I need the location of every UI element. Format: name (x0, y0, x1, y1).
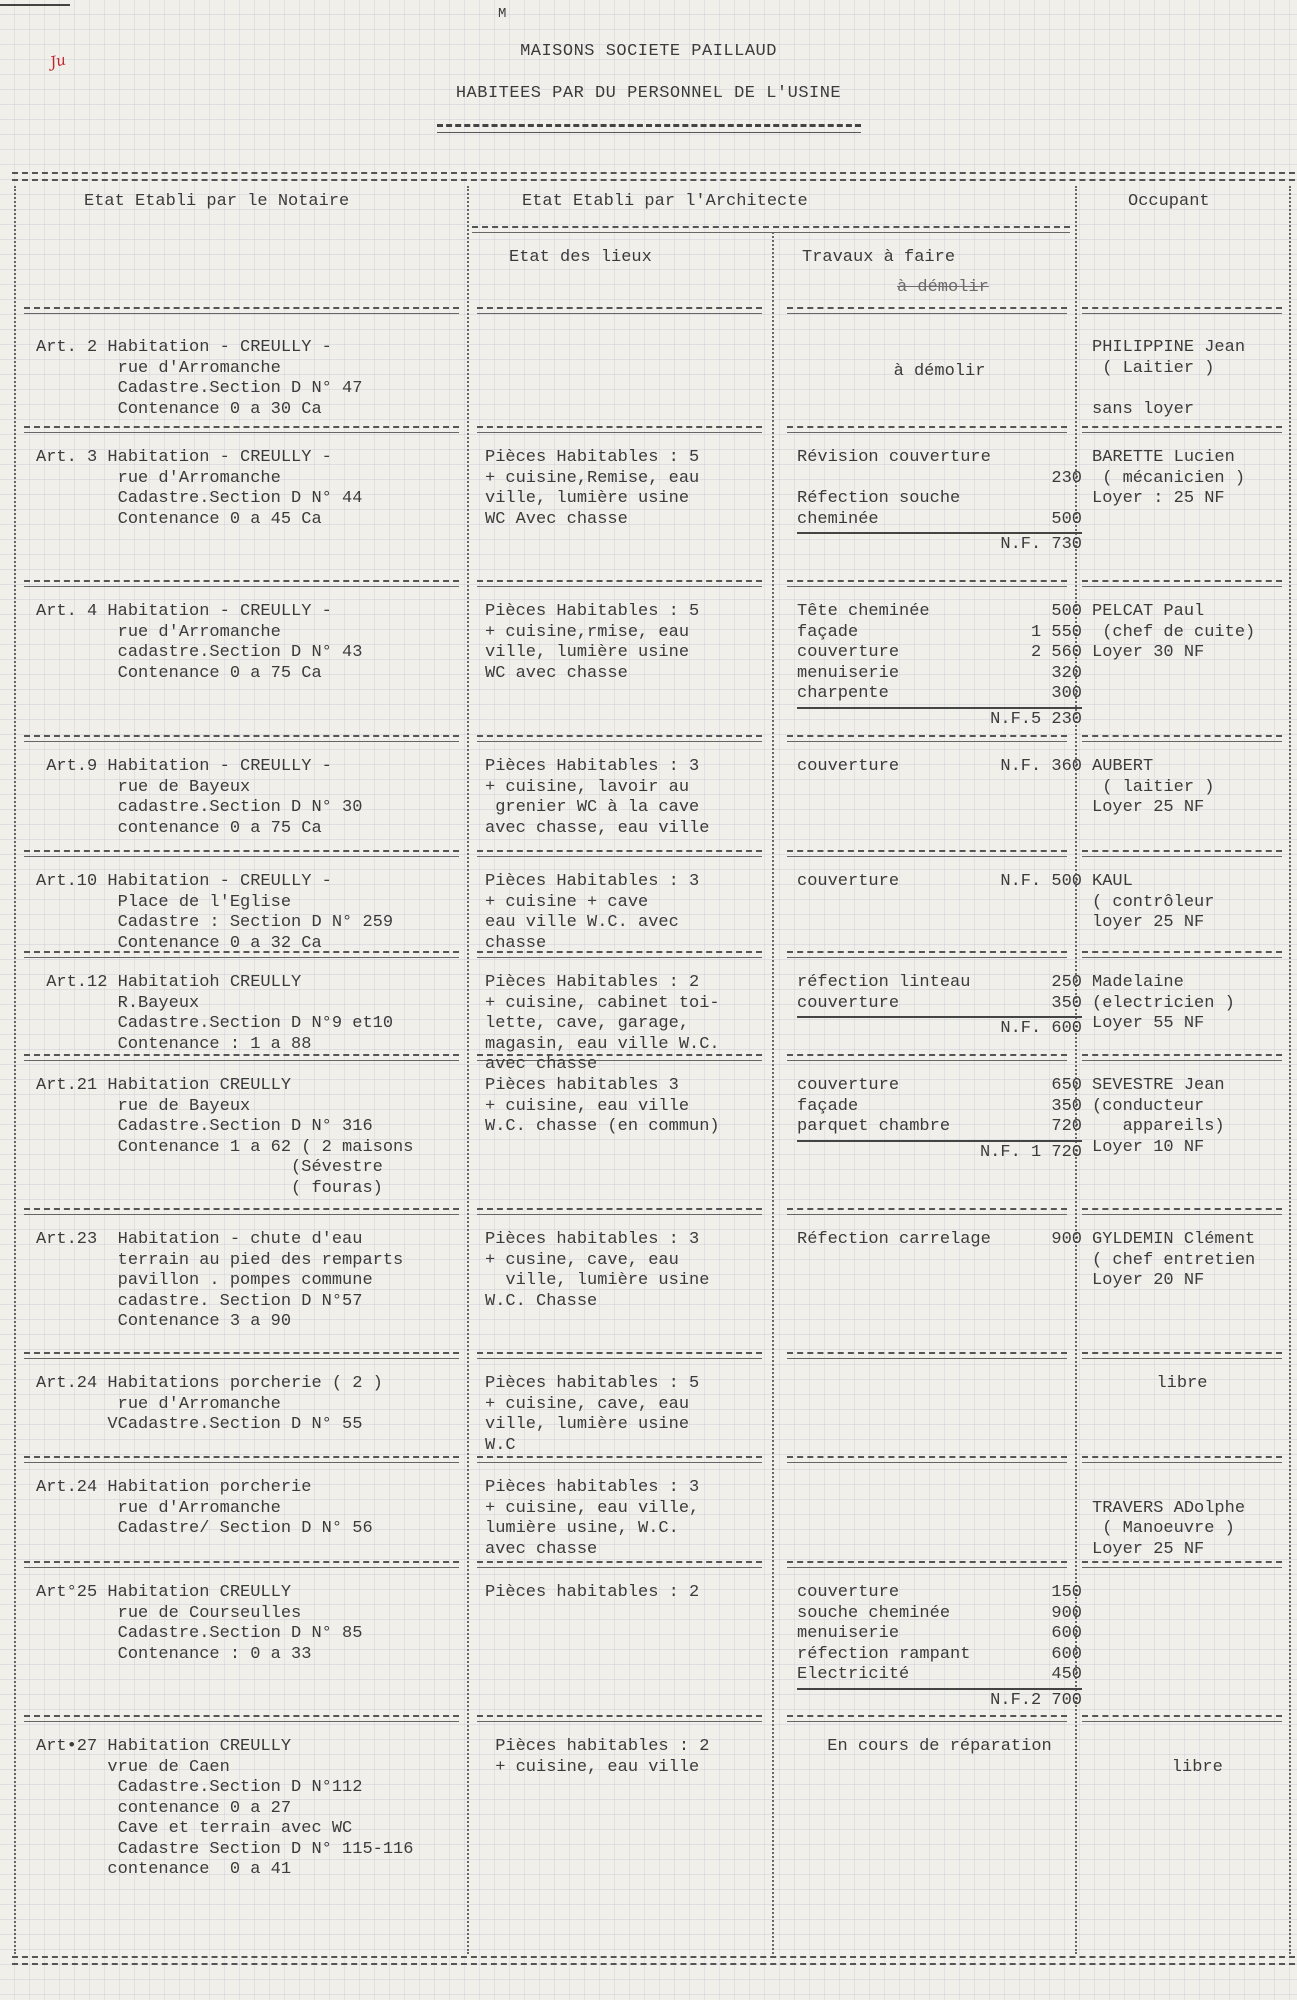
cell-etat-des-lieux: Pièces habitables : 2 + cuisine, eau ville (495, 1737, 710, 1777)
travaux-label: menuiserie (797, 663, 900, 683)
travaux-label: réfection rampant (797, 1644, 971, 1664)
row-separator (787, 735, 1067, 742)
travaux-amount: 600 (1051, 1624, 1082, 1643)
travaux-amount: 720 (1051, 1117, 1082, 1136)
cell-etat-des-lieux: Pièces Habitables : 3 + cuisine, lavoir au grenier WC à la cave avec chasse, eau ville (485, 757, 710, 838)
header-occupant: Occupant (1128, 192, 1210, 211)
cell-travaux (797, 1737, 1087, 1758)
travaux-line (797, 1624, 1082, 1645)
travaux-line (797, 973, 1082, 994)
travaux-line (797, 664, 1082, 685)
row-separator (787, 426, 1067, 433)
travaux-line (797, 1117, 1082, 1138)
row-separator (24, 735, 459, 742)
travaux-amount: 300 (1051, 684, 1082, 703)
row-separator (1082, 951, 1282, 958)
row-separator (477, 426, 762, 433)
properties-table (12, 172, 1295, 1962)
row-separator (1082, 1715, 1282, 1722)
row-separator (477, 850, 762, 857)
travaux-amount: 600 (1051, 1644, 1082, 1664)
travaux-amount: N.F. 500 (1000, 872, 1082, 891)
travaux-line (797, 1604, 1082, 1625)
row-separator (24, 1352, 459, 1359)
row-separator (787, 1208, 1067, 1215)
handwritten-margin-mark: Ju (48, 50, 68, 72)
travaux-line (797, 1645, 1082, 1666)
cell-notaire: Art.10 Habitation - CREULLY - Place de l'Eglise Cadastre : Section D N° 259 Contenance 0 a 32 Ca (36, 872, 394, 953)
cell-notaire: Art.12 Habitatioh CREULLY R.Bayeux Cadastre.Section D N°9 et10 Contenance : 1 a 88 (46, 973, 394, 1054)
row-separator (24, 1208, 459, 1215)
row-separator (1082, 735, 1282, 742)
cell-notaire: Art.24 Habitations porcherie ( 2 ) rue d'Arromanche VCadastre.Section D N° 55 (36, 1374, 383, 1434)
page-number: M (498, 6, 507, 22)
architecte-subrule (472, 226, 1070, 233)
cell-etat-des-lieux: Pièces Habitables : 2 + cuisine, cabinet toi- lette, cave, garage, magasin, eau ville W.C. avec chasse (485, 973, 720, 1074)
travaux-line (797, 469, 1082, 490)
cell-travaux (797, 1230, 1087, 1251)
travaux-label: couverture (797, 757, 900, 776)
row-separator (1082, 850, 1282, 857)
travaux-note: En cours de réparation (827, 1737, 1052, 1756)
cell-travaux (797, 602, 1087, 730)
travaux-amount: 650 (1051, 1076, 1082, 1095)
travaux-amount: 350 (1051, 1096, 1082, 1116)
title-underline-2 (437, 132, 861, 133)
row-separator (477, 1208, 762, 1215)
row-separator (1082, 1352, 1282, 1359)
travaux-label: parquet chambre (797, 1117, 951, 1136)
row-separator (787, 1715, 1067, 1722)
cell-occupant: TRAVERS ADolphe ( Manoeuvre ) Loyer 25 NF (1092, 1498, 1246, 1559)
travaux-line (797, 1583, 1082, 1604)
cell-occupant: PELCAT Paul (chef de cuite) Loyer 30 NF (1092, 602, 1256, 662)
row-separator (787, 1456, 1067, 1463)
cell-notaire: Art°25 Habitation CREULLY rue de Courseulles Cadastre.Section D N° 85 Contenance : 0 a 33 (36, 1583, 363, 1664)
row-separator (477, 1715, 762, 1722)
travaux-label: cheminée (797, 509, 879, 529)
travaux-line (797, 994, 1082, 1015)
cell-occupant: BARETTE Lucien ( mécanicien ) Loyer : 25 NF (1092, 448, 1246, 508)
travaux-label: couverture (797, 993, 900, 1013)
cell-etat-des-lieux: Pièces habitables : 3 + cuisine, eau ville, lumière usine, W.C. avec chasse (485, 1478, 700, 1559)
travaux-line (797, 872, 1082, 893)
header-architecte: Etat Etabli par l'Architecte (522, 192, 808, 211)
travaux-amount: 2 560 (1030, 643, 1082, 662)
travaux-amount: 350 (1051, 993, 1082, 1013)
travaux-label: couverture (797, 643, 900, 662)
document-subtitle: HABITEES PAR DU PERSONNEL DE L'USINE (455, 84, 842, 103)
cell-notaire: Art. 4 Habitation - CREULLY - rue d'Arromanche cadastre.Section D N° 43 Contenance 0 a 75 Ca (36, 602, 363, 683)
travaux-line (797, 643, 1082, 664)
corner-mark (0, 4, 70, 6)
row-separator (24, 426, 459, 433)
travaux-amount: N.F. 360 (1000, 757, 1082, 776)
travaux-label: Tête cheminée (797, 602, 930, 621)
travaux-label: Réfection carrelage (797, 1230, 991, 1249)
travaux-amount: 900 (1051, 1230, 1082, 1249)
cell-notaire: Art. 2 Habitation - CREULLY - rue d'Arromanche Cadastre.Section D N° 47 Contenance 0 a 30 Ca (36, 338, 363, 419)
row-separator (477, 1352, 762, 1359)
header-rule-travaux (787, 307, 1067, 314)
title-underline (437, 124, 861, 127)
travaux-amount: 250 (1051, 973, 1082, 992)
header-rule-notaire (24, 307, 459, 314)
travaux-label: Révision couverture (797, 448, 991, 467)
cell-etat-des-lieux: Pièces habitables : 3 + cusine, cave, eau ville, lumière usine W.C. Chasse (485, 1230, 710, 1311)
cell-notaire: Art.24 Habitation porcherie rue d'Arromanche Cadastre/ Section D N° 56 (36, 1478, 373, 1538)
header-travaux: Travaux à faire (802, 248, 956, 267)
travaux-line (797, 684, 1082, 705)
header-notaire: Etat Etabli par le Notaire (84, 192, 350, 211)
header-rule-lieux (477, 307, 762, 314)
travaux-line (797, 1230, 1082, 1251)
cell-occupant: SEVESTRE Jean (conducteur appareils) Loyer 10 NF (1092, 1076, 1225, 1157)
row-separator (24, 1054, 459, 1061)
table-bottom-border (12, 1956, 1295, 1965)
row-separator (24, 580, 459, 587)
cell-occupant: libre (1156, 1374, 1208, 1393)
header-rule-occupant (1082, 307, 1282, 314)
travaux-label: menuiserie (797, 1624, 900, 1643)
travaux-label: Electricité (797, 1665, 910, 1684)
travaux-line (797, 448, 1082, 469)
row-separator (1082, 426, 1282, 433)
cell-occupant: PHILIPPINE Jean ( Laitier ) sans loyer (1092, 338, 1246, 419)
cell-travaux (797, 872, 1087, 893)
row-separator (787, 951, 1067, 958)
travaux-total: N.F. 730 (797, 532, 1082, 556)
cell-travaux (797, 973, 1087, 1040)
header-travaux-struck: à démolir (897, 278, 989, 297)
row-separator (477, 580, 762, 587)
row-separator (1082, 1054, 1282, 1061)
travaux-line (797, 489, 1082, 510)
row-separator (24, 850, 459, 857)
travaux-amount: 500 (1051, 602, 1082, 621)
travaux-total: N.F.5 230 (797, 707, 1082, 731)
cell-travaux (797, 757, 1087, 778)
cell-occupant: KAUL ( contrôleur loyer 25 NF (1092, 872, 1215, 932)
cell-notaire: Art.9 Habitation - CREULLY - rue de Bayeux cadastre.Section D N° 30 contenance 0 a 75 Ca (46, 757, 363, 838)
row-separator (477, 1561, 762, 1568)
cell-etat-des-lieux: Pièces Habitables : 5 + cuisine,rmise, eau ville, lumière usine WC avec chasse (485, 602, 700, 683)
cell-etat-des-lieux: Pièces habitables : 2 (485, 1583, 700, 1602)
travaux-line (797, 1076, 1082, 1097)
travaux-label: façade (797, 1096, 859, 1116)
travaux-label: charpente (797, 684, 889, 703)
column-divider-left (14, 186, 16, 1954)
cell-notaire: Art.23 Habitation - chute d'eau terrain au pied des remparts pavillon . pompes commune cadastre. Section D N°57 Contenance 3 a 90 (36, 1230, 404, 1331)
travaux-label: couverture (797, 872, 900, 891)
travaux-line (797, 623, 1082, 644)
travaux-line (797, 1665, 1082, 1686)
travaux-line (797, 602, 1082, 623)
travaux-line (797, 757, 1082, 778)
row-separator (787, 1561, 1067, 1568)
row-separator (1082, 1561, 1282, 1568)
travaux-label: couverture (797, 1583, 900, 1602)
cell-notaire: Art.21 Habitation CREULLY rue de Bayeux Cadastre.Section D N° 316 Contenance 1 a 62 ( 2 maisons (Sévestre ( fouras) (36, 1076, 414, 1198)
cell-etat-des-lieux: Pièces habitables : 5 + cuisine, cave, eau ville, lumière usine W.C (485, 1374, 700, 1455)
travaux-amount: 450 (1051, 1665, 1082, 1684)
row-separator (787, 1054, 1067, 1061)
cell-travaux (797, 1583, 1087, 1711)
travaux-label: réfection linteau (797, 973, 971, 992)
document-title: MAISONS SOCIETE PAILLAUD (520, 42, 777, 61)
cell-occupant: Madelaine (electricien ) Loyer 55 NF (1092, 973, 1235, 1033)
travaux-amount: 230 (1051, 468, 1082, 488)
travaux-total: N.F.2 700 (797, 1688, 1082, 1712)
travaux-line (797, 510, 1082, 531)
table-top-border (12, 172, 1295, 181)
row-separator (1082, 1208, 1282, 1215)
travaux-label: façade (797, 622, 859, 642)
travaux-line (797, 1097, 1082, 1118)
row-separator (24, 1456, 459, 1463)
travaux-amount: 320 (1051, 663, 1082, 683)
row-separator (787, 1352, 1067, 1359)
cell-etat-des-lieux: Pièces habitables 3 + cuisine, eau ville W.C. chasse (en commun) (485, 1076, 720, 1136)
travaux-label: Réfection souche (797, 489, 961, 508)
cell-notaire: Art. 3 Habitation - CREULLY - rue d'Arromanche Cadastre.Section D N° 44 Contenance 0 a 45 Ca (36, 448, 363, 529)
travaux-amount: 900 (1051, 1603, 1082, 1623)
cell-occupant: AUBERT ( laitier ) Loyer 25 NF (1092, 757, 1215, 817)
cell-travaux (797, 448, 1087, 556)
travaux-note: à démolir (893, 362, 986, 381)
cell-notaire: Art•27 Habitation CREULLY vrue de Caen Cadastre.Section D N°112 contenance 0 a 27 Cave et terrain avec WC Cadastre Section D N° 115-116 contenance 0 a 41 (36, 1737, 414, 1879)
row-separator (1082, 580, 1282, 587)
cell-travaux (797, 338, 1087, 383)
row-separator (477, 1456, 762, 1463)
travaux-total: N.F. 1 720 (797, 1140, 1082, 1164)
row-separator (1082, 1456, 1282, 1463)
travaux-amount: 1 550 (1030, 622, 1082, 642)
row-separator (24, 1561, 459, 1568)
header-etat-des-lieux: Etat des lieux (509, 248, 652, 267)
cell-occupant: libre (1171, 1757, 1223, 1777)
row-separator (477, 735, 762, 742)
cell-travaux (797, 1076, 1087, 1163)
travaux-total: N.F. 600 (797, 1016, 1082, 1040)
row-separator (24, 1715, 459, 1722)
cell-etat-des-lieux: Pièces Habitables : 5 + cuisine,Remise, eau ville, lumière usine WC Avec chasse (485, 448, 700, 529)
cell-etat-des-lieux: Pièces Habitables : 3 + cuisine + cave eau ville W.C. avec chasse (485, 872, 700, 953)
travaux-amount: 500 (1051, 509, 1082, 529)
cell-occupant: GYLDEMIN Clément ( chef entretien Loyer 20 NF (1092, 1230, 1256, 1290)
travaux-label: couverture (797, 1076, 900, 1095)
row-separator (787, 580, 1067, 587)
row-separator (787, 850, 1067, 857)
travaux-amount: 150 (1051, 1583, 1082, 1602)
travaux-label: souche cheminée (797, 1603, 951, 1623)
